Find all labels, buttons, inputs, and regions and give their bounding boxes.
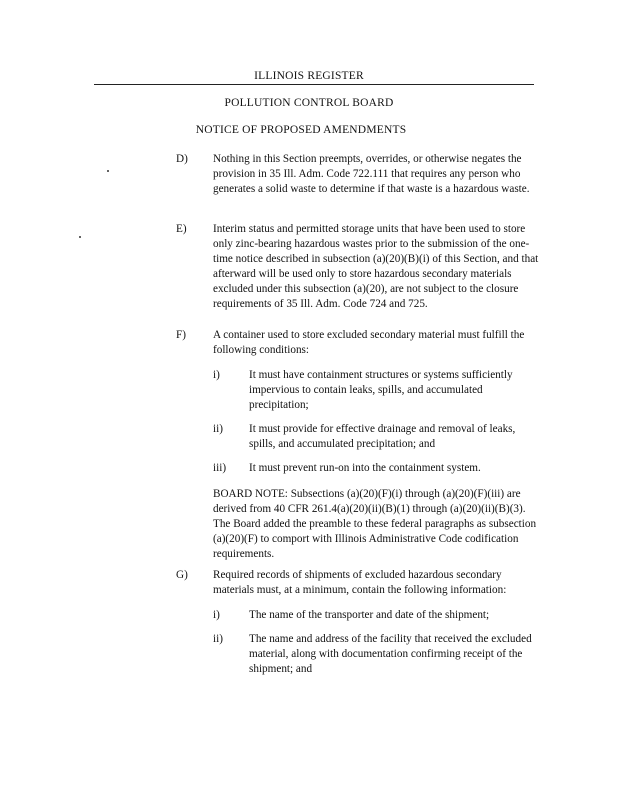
subitem-text-f-i: It must have containment structures or systems sufficiently impervious to contain leaks, spills, and accumulated precipitation; [249, 369, 513, 411]
item-label-d: D) [176, 153, 188, 165]
header-rule [94, 84, 534, 85]
board-note: BOARD NOTE: Subsections (a)(20)(F)(i) through (a)(20)(F)(iii) are derived from 40 CFR 261.4(a)(20)(ii)(B)(1) through (a)(20)(ii)(B)(3). The Board added the preamble to these federal paragraphs as subsection (a)(20)(F) to comport with Illinois Administrative Code codification requirements. [213, 488, 537, 560]
scan-speck [79, 236, 81, 238]
item-label-g: G) [176, 569, 188, 581]
subitem-label-g-ii: ii) [213, 633, 223, 645]
subitem-text-g-i: The name of the transporter and date of the shipment; [249, 609, 490, 621]
item-text-g: Required records of shipments of excluded hazardous secondary materials must, at a minimum, contain the following information: [213, 569, 507, 596]
subitem-label-f-iii: iii) [213, 462, 227, 474]
item-label-f: F) [176, 329, 186, 341]
subitem-label-g-i: i) [213, 609, 220, 621]
item-text-e: Interim status and permitted storage units that have been used to store only zinc-bearing hazardous wastes prior to the submission of the one-time notice described in subsection (a)(20)(B)(i) of this Section, and that afterward will be used only to store hazardous secondary materials excluded under this subsection (a)(20), are not subject to the closure requirements of 35 Ill. Adm. Code 724 and 725. [213, 223, 539, 310]
item-text-f: A container used to store excluded secondary material must fulfill the following conditions: [213, 329, 525, 356]
subitem-text-f-iii: It must prevent run-on into the containment system. [249, 462, 481, 474]
subitem-text-g-ii: The name and address of the facility that received the excluded material, along with documentation confirming receipt of the shipment; and [249, 633, 532, 675]
board-title: POLLUTION CONTROL BOARD [224, 97, 394, 109]
subitem-label-f-i: i) [213, 369, 220, 381]
item-label-e: E) [176, 223, 187, 235]
item-text-d: Nothing in this Section preempts, overrides, or otherwise negates the provision in 35 Ill. Adm. Code 722.111 that requires any person who generates a solid waste to determine if that waste is a hazardous waste. [213, 153, 530, 195]
subitem-label-f-ii: ii) [213, 423, 223, 435]
scan-speck [107, 170, 109, 172]
register-title: ILLINOIS REGISTER [254, 70, 364, 82]
notice-title: NOTICE OF PROPOSED AMENDMENTS [195, 124, 407, 136]
subitem-text-f-ii: It must provide for effective drainage and removal of leaks, spills, and accumulated precipitation; and [249, 423, 516, 450]
